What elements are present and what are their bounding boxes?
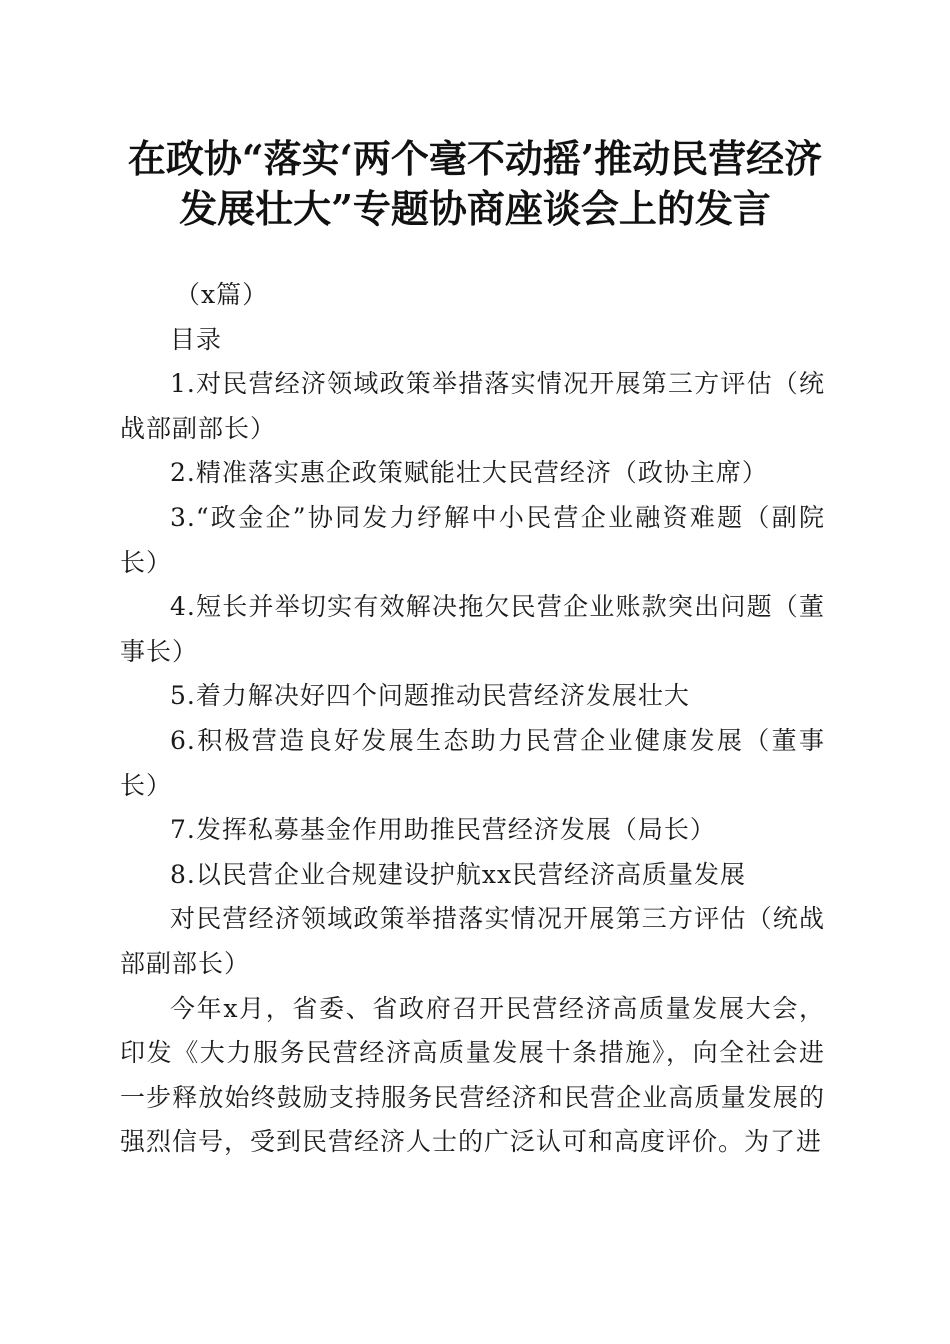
- toc-item: 8.以民营企业合规建设护航xx民营经济高质量发展: [170, 859, 747, 889]
- toc-item: 1.对民营经济领域政策举措落实情况开展第三方评估（统战部副部长）: [120, 369, 825, 443]
- section-paragraph: 今年x月，省委、省政府召开民营经济高质量发展大会，印发《大力服务民营经济高质量发展十条措施》，向全社会进一步释放始终鼓励支持服务民营经济和民营企业高质量发展的强烈信号，受到民营经济人士的广泛认可和高度评价。为了进: [120, 993, 825, 1157]
- document-title-line-2: 发展壮大”专题协商座谈会上的发言: [179, 186, 771, 231]
- subtitle: （x篇）: [175, 280, 269, 309]
- toc-item: 7.发挥私募基金作用助推民营经济发展（局长）: [170, 815, 716, 845]
- document-body: [120, 273, 825, 1165]
- toc-item: 6.积极营造良好发展生态助力民营企业健康发展（董事长）: [120, 725, 825, 800]
- toc-item: 2.精准落实惠企政策赋能壮大民营经济（政协主席）: [170, 458, 768, 488]
- toc-item: 4.短长并举切实有效解决拖欠民营企业账款突出问题（董事长）: [120, 592, 825, 666]
- section-heading: 对民营经济领域政策举措落实情况开展第三方评估（统战部副部长）: [120, 904, 825, 978]
- document-title-line-1: 在政协“落实‘两个毫不动摇’推动民营经济: [127, 136, 823, 181]
- toc-item: 3.“政金企”协同发力纾解中小民营企业融资难题（副院长）: [120, 502, 825, 577]
- toc-item: 5.着力解决好四个问题推动民营经济发展壮大: [170, 681, 690, 711]
- toc-heading: 目录: [170, 324, 223, 354]
